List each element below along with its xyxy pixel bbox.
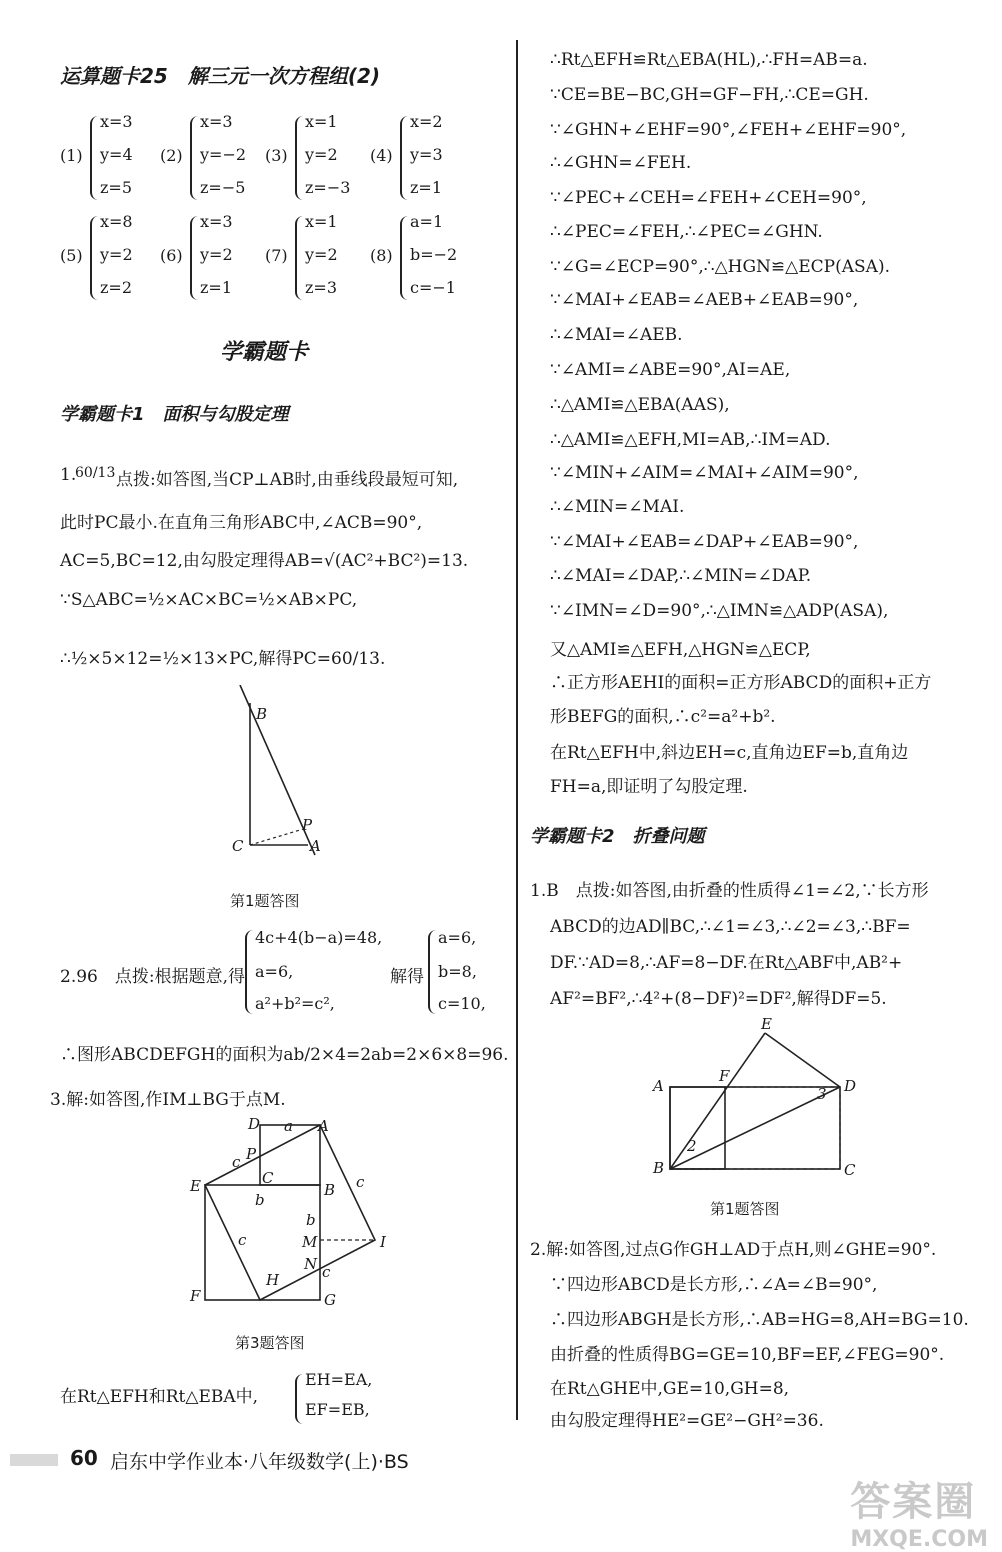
system-equation: c=−1 [410,278,456,297]
brace [400,216,410,300]
q2-sys2-eq-1: b=8, [438,962,477,981]
brace [90,116,100,200]
fig3-b2: b [306,1211,316,1229]
fig1-label-P: P [302,816,313,834]
fig3-D: D [248,1115,261,1133]
card2-q2-line-3: 由折叠的性质得BG=GE=10,BF=EF,∠FEG=90°. [550,1345,945,1365]
proof-line: ∴Rt△EFH≌Rt△EBA(HL),∴FH=AB=a. [550,50,868,70]
card2-q2-line-5: 由勾股定理得HE²=GE²−GH²=36. [550,1411,824,1431]
system-label: (3) [265,146,288,165]
proof-line: ∴∠MAI=∠DAP,∴∠MIN=∠DAP. [550,566,812,586]
proof-line: 又△AMI≌△EFH,△HGN≌△ECP, [550,640,811,660]
proof-line: ∵∠PEC+∠CEH=∠FEH+∠CEH=90°, [550,188,867,208]
fig3-caption: 第3题答图 [235,1334,305,1352]
system-equation: z=−5 [200,178,246,197]
system-equation: z=5 [100,178,133,197]
q2-system-1 [245,928,385,1018]
system-equation: y=−2 [200,145,247,164]
fig1-label-A: A [310,837,321,855]
system-label: (2) [160,146,183,165]
q1-answer: 60/13 [75,465,116,481]
system-equation: y=3 [410,145,443,164]
proof-line: FH=a,即证明了勾股定理. [550,777,748,797]
card2-q1-line-1: ABCD的边AD∥BC,∴∠1=∠3,∴∠2=∠3,∴BF= [550,917,911,937]
figure-card2-q1 [645,1015,885,1175]
fig3-a: a [284,1117,293,1135]
card25-system [160,112,260,204]
q1-line-2: AC=5,BC=12,由勾股定理得AB=√(AC²+BC²)=13. [60,551,469,571]
card2-q2-line-2: ∴四边形ABGH是长方形,∴AB=HG=8,AH=BG=10. [550,1310,969,1330]
figure-q1 [230,685,350,865]
fig3-H: H [266,1271,280,1289]
c2-fig-A: A [653,1077,664,1095]
card25-system [160,212,260,304]
fig3-c1: c [232,1153,241,1171]
q1-line-3: ∵S△ABC=½×AC×BC=½×AB×PC, [60,590,358,610]
q2-solve: 解得 [390,967,424,987]
q3-system [295,1370,405,1428]
card2-q1-line-3: AF²=BF²,∴4²+(8−DF)²=DF²,解得DF=5. [550,989,887,1009]
fig1-label-B: B [256,705,268,723]
proof-line: ∴∠GHN=∠FEH. [550,153,692,173]
brace [90,216,100,300]
fig3-N: N [304,1255,318,1273]
brace [295,116,305,200]
proof-line: ∴△AMI≌△EBA(AAS), [550,395,730,415]
c2-fig-3: 3 [817,1085,827,1103]
figure-q3 [180,1115,440,1315]
system-equation: z=1 [410,178,443,197]
q2-sys1-eq-1: a=6, [255,962,294,981]
system-equation: y=2 [200,245,233,264]
q2-text: 2.96 点拨:根据题意,得 [60,967,245,987]
system-equation: x=3 [200,212,233,231]
fig3-G: G [324,1291,336,1309]
system-equation: z=2 [100,278,133,297]
card25-system [265,212,365,304]
system-equation: x=3 [100,112,133,131]
system-equation: x=3 [200,112,233,131]
fig3-c2: c [356,1173,365,1191]
card2-fig-caption: 第1题答图 [710,1200,780,1218]
card25-system [60,212,160,304]
brace [400,116,410,200]
proof-line: ∴正方形AEHI的面积=正方形ABCD的面积+正方 [550,673,932,693]
q1-line-4: ∴½×5×12=½×13×PC,解得PC=60/13. [60,649,386,669]
proof-line: ∴∠MIN=∠MAI. [550,497,685,517]
c2-fig-F: F [719,1067,730,1085]
brace [428,930,438,1014]
system-label: (7) [265,246,288,265]
proof-line: ∵∠G=∠ECP=90°,∴△HGN≌△ECP(ASA). [550,257,890,277]
fig3-B: B [324,1181,336,1199]
system-label: (1) [60,146,83,165]
fig3-c4: c [322,1263,331,1281]
card2-q1-line-0: 1.B 点拨:如答图,由折叠的性质得∠1=∠2,∵长方形 [530,881,929,901]
card25-system [370,212,470,304]
proof-line: 形BEFG的面积,∴c²=a²+b². [550,707,776,727]
system-equation: y=2 [305,145,338,164]
system-equation: x=2 [410,112,443,131]
card25-title: 运算题卡25 解三元一次方程组(2) [60,64,381,88]
fig3-F: F [190,1287,201,1305]
column-divider [516,40,518,1420]
card2-q2-line-1: ∵四边形ABCD是长方形,∴∠A=∠B=90°, [550,1275,878,1295]
system-equation: y=2 [305,245,338,264]
card25-system [60,112,160,204]
c2-fig-2: 2 [687,1137,697,1155]
system-equation: z=1 [200,278,233,297]
q2-system-2 [428,928,508,1018]
fig3-A: A [318,1117,329,1135]
proof-line: ∴∠MAI=∠AEB. [550,325,683,345]
system-label: (5) [60,246,83,265]
card2-q1-line-2: DF.∵AD=8,∴AF=8−DF.在Rt△ABF中,AB²+ [550,953,903,973]
system-equation: y=4 [100,145,133,164]
fig3-b1: b [255,1191,265,1209]
system-equation: x=1 [305,212,338,231]
system-equation: y=2 [100,245,133,264]
watermark-url: MXQE.COM [850,1527,988,1552]
fig3-I: I [380,1233,386,1251]
footer-bar [10,1454,58,1466]
section-heading: 学霸题卡 [220,340,309,365]
fig3-E: E [190,1177,201,1195]
proof-line: 在Rt△EFH中,斜边EH=c,直角边EF=b,直角边 [550,743,909,763]
fig1-caption: 第1题答图 [230,892,300,910]
system-equation: b=−2 [410,245,458,264]
card2-q2-line-0: 2.解:如答图,过点G作GH⊥AD于点H,则∠GHE=90°. [530,1240,937,1260]
card1-title: 学霸题卡1 面积与勾股定理 [60,404,289,425]
page-number: 60 [70,1446,98,1470]
q2-tail: ∴图形ABCDEFGH的面积为ab/2×4=2ab=2×6×8=96. [60,1045,509,1065]
q2-sys2-eq-0: a=6, [438,928,477,947]
watermark-logo [850,1470,988,1552]
q3-last: 在Rt△EFH和Rt△EBA中, [60,1387,259,1407]
proof-line: ∵∠AMI=∠ABE=90°,AI=AE, [550,360,791,380]
brace [295,216,305,300]
q2-sys1-eq-2: a²+b²=c², [255,994,335,1013]
proof-line: ∵∠MAI+∠EAB=∠DAP+∠EAB=90°, [550,532,859,552]
system-equation: z=−3 [305,178,351,197]
q1-number: 1. [60,465,77,485]
brace [245,930,255,1014]
q1-line-0: 点拨:如答图,当CP⊥AB时,由垂线段最短可知, [116,470,459,490]
fig3-P: P [246,1145,257,1163]
system-equation: a=1 [410,212,444,231]
system-label: (8) [370,246,393,265]
footer-title: 启东中学作业本·八年级数学(上)·BS [110,1451,409,1473]
brace [190,116,200,200]
fig3-C: C [262,1169,274,1187]
fig3-M: M [302,1233,318,1251]
fig3-c3: c [238,1231,247,1249]
proof-line: ∵∠MIN+∠AIM=∠MAI+∠AIM=90°, [550,463,859,483]
q1-line-1: 此时PC最小.在直角三角形ABC中,∠ACB=90°, [60,513,423,533]
brace [295,1374,305,1424]
system-equation: z=3 [305,278,338,297]
c2-fig-E: E [761,1015,772,1033]
q3-sys-eq-1: EF=EB, [305,1400,370,1419]
system-equation: x=8 [100,212,133,231]
proof-line: ∵∠MAI+∠EAB=∠AEB+∠EAB=90°, [550,290,859,310]
card25-system [370,112,470,204]
c2-fig-D: D [844,1077,857,1095]
watermark-main: 答案圈 [850,1479,977,1525]
q3-sys-eq-0: EH=EA, [305,1370,373,1389]
system-label: (6) [160,246,183,265]
card2-title: 学霸题卡2 折叠问题 [530,826,705,847]
c2-fig-C: C [844,1161,856,1175]
proof-line: ∵∠GHN+∠EHF=90°,∠FEH+∠EHF=90°, [550,120,907,140]
system-label: (4) [370,146,393,165]
q2-sys2-eq-2: c=10, [438,994,486,1013]
q3-head: 3.解:如答图,作IM⊥BG于点M. [50,1090,286,1110]
proof-line: ∴△AMI≌△EFH,MI=AB,∴IM=AD. [550,430,831,450]
brace [190,216,200,300]
proof-line: ∵∠IMN=∠D=90°,∴△IMN≌△ADP(ASA), [550,601,889,621]
q2-sys1-eq-0: 4c+4(b−a)=48, [255,928,383,947]
fig1-label-C: C [232,837,244,855]
card2-q2-line-4: 在Rt△GHE中,GE=10,GH=8, [550,1379,790,1399]
card25-system [265,112,365,204]
proof-line: ∴∠PEC=∠FEH,∴∠PEC=∠GHN. [550,222,823,242]
proof-line: ∵CE=BE−BC,GH=GF−FH,∴CE=GH. [550,85,869,105]
c2-fig-B: B [653,1159,665,1175]
system-equation: x=1 [305,112,338,131]
